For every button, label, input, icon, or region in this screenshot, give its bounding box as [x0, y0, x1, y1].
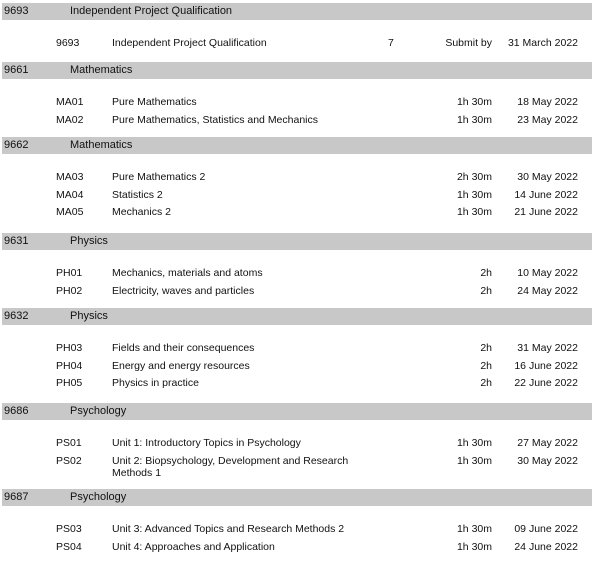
unit-date: 31 March 2022 [507, 37, 578, 49]
unit-date: 14 June 2022 [514, 188, 578, 201]
unit-title: Statistics 2 [112, 188, 163, 201]
unit-code: PS01 [56, 437, 82, 449]
section-code: 9662 [4, 139, 29, 151]
unit-duration: 2h 30m [456, 171, 492, 183]
unit-date: 10 May 2022 [517, 267, 578, 279]
unit-title: Unit 3: Advanced Topics and Research Methods 2 [112, 523, 345, 535]
unit-duration: 1h 30m [456, 454, 492, 467]
section-header [2, 489, 592, 506]
unit-code: PS04 [56, 540, 82, 553]
unit-extra: 7 [388, 37, 394, 49]
table-row [0, 265, 595, 283]
unit-code: MA03 [56, 171, 84, 183]
section-code: 9632 [4, 310, 29, 322]
unit-duration: 2h [480, 267, 492, 279]
table-row [0, 435, 595, 453]
unit-duration: 1h 30m [456, 437, 492, 449]
unit-code: MA01 [56, 96, 84, 108]
section-title: Psychology [70, 405, 127, 417]
table-row [0, 112, 595, 130]
unit-title: Pure Mathematics 2 [112, 171, 206, 183]
section-9687 [0, 489, 595, 556]
unit-title: Mechanics, materials and atoms [112, 267, 263, 279]
unit-date: 27 May 2022 [517, 437, 578, 449]
section-title: Independent Project Qualification [70, 5, 233, 17]
unit-code: PS02 [56, 454, 82, 467]
section-code: 9631 [4, 235, 29, 247]
unit-code: MA05 [56, 206, 84, 218]
table-row [0, 35, 595, 53]
unit-title: Mechanics 2 [112, 206, 171, 218]
unit-code: PH04 [56, 359, 83, 372]
unit-date: 30 May 2022 [517, 454, 578, 467]
table-row [0, 169, 595, 187]
section-title: Physics [70, 310, 108, 322]
section-code: 9686 [4, 405, 29, 417]
unit-code: PH03 [56, 342, 83, 354]
unit-code: PS03 [56, 523, 82, 535]
unit-date: 23 May 2022 [517, 113, 578, 126]
unit-title: Pure Mathematics [112, 96, 197, 108]
section-9686 [0, 403, 595, 480]
unit-date: 21 June 2022 [514, 206, 578, 218]
table-row [0, 204, 595, 222]
section-9661 [0, 62, 595, 129]
unit-duration: 1h 30m [456, 96, 492, 108]
section-header [2, 233, 592, 250]
unit-title: Physics in practice [112, 377, 199, 389]
table-row [0, 94, 595, 112]
table-row [0, 375, 595, 393]
section-header [2, 3, 592, 20]
section-header [2, 308, 592, 325]
section-header [2, 403, 592, 420]
unit-code: MA02 [56, 113, 84, 126]
unit-title: Independent Project Qualification [112, 37, 267, 49]
unit-duration: Submit by [445, 37, 492, 49]
unit-date: 31 May 2022 [517, 342, 578, 354]
unit-duration: 1h 30m [456, 113, 492, 126]
unit-date: 09 June 2022 [514, 523, 578, 535]
unit-date: 18 May 2022 [517, 96, 578, 108]
unit-title: Unit 4: Approaches and Application [112, 540, 275, 553]
unit-duration: 2h [480, 359, 492, 372]
unit-date: 16 June 2022 [514, 359, 578, 372]
unit-title: Pure Mathematics, Statistics and Mechanics [112, 113, 319, 126]
unit-code: PH05 [56, 377, 83, 389]
unit-code: PH02 [56, 284, 83, 297]
unit-date: 30 May 2022 [517, 171, 578, 183]
unit-duration: 2h [480, 284, 492, 297]
table-row [0, 187, 595, 205]
unit-duration: 2h [480, 377, 492, 389]
section-code: 9693 [4, 5, 29, 17]
unit-title: Electricity, waves and particles [112, 284, 255, 297]
table-row [0, 539, 595, 557]
unit-code: 9693 [56, 37, 80, 49]
unit-duration: 1h 30m [456, 540, 492, 553]
unit-duration: 1h 30m [456, 206, 492, 218]
table-row [0, 521, 595, 539]
section-9631 [0, 233, 595, 300]
unit-duration: 2h [480, 342, 492, 354]
section-header [2, 62, 592, 79]
unit-title: Energy and energy resources [112, 359, 250, 372]
section-9662 [0, 137, 595, 222]
section-9693 [0, 3, 595, 53]
table-row [0, 283, 595, 301]
unit-duration: 1h 30m [456, 523, 492, 535]
section-title: Mathematics [70, 64, 133, 76]
section-9632 [0, 308, 595, 393]
section-code: 9687 [4, 491, 29, 503]
section-title: Psychology [70, 491, 127, 503]
unit-title: Unit 2: Biopsychology, Development and Research Methods 1 [112, 454, 349, 479]
section-title: Mathematics [70, 139, 133, 151]
unit-code: PH01 [56, 267, 83, 279]
table-row [0, 358, 595, 376]
unit-date: 24 May 2022 [517, 284, 578, 297]
table-row [0, 340, 595, 358]
section-header [2, 137, 592, 154]
section-title: Physics [70, 235, 108, 247]
table-row [0, 453, 595, 480]
unit-date: 24 June 2022 [514, 540, 578, 553]
unit-title: Unit 1: Introductory Topics in Psychology [112, 437, 301, 449]
section-code: 9661 [4, 64, 29, 76]
unit-title: Fields and their consequences [112, 342, 255, 354]
unit-duration: 1h 30m [456, 188, 492, 201]
unit-date: 22 June 2022 [514, 377, 578, 389]
unit-code: MA04 [56, 188, 84, 201]
